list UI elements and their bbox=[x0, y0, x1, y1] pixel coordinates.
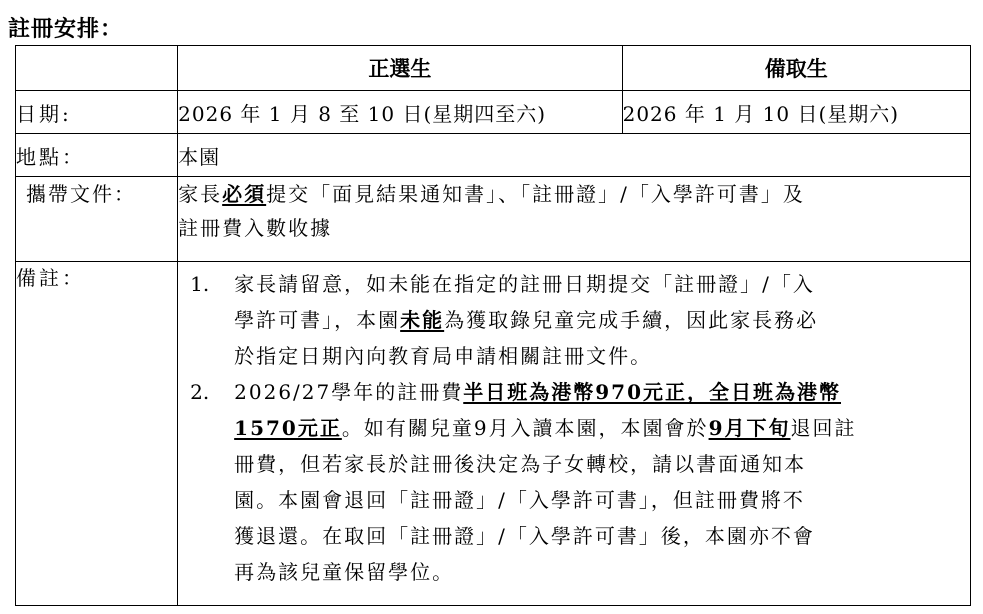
remark-item bbox=[178, 266, 970, 374]
remark-text: 2026/27學年的註冊費 bbox=[234, 380, 464, 404]
remark-item bbox=[178, 374, 970, 590]
remarks-value bbox=[178, 262, 971, 606]
remark-line bbox=[234, 374, 970, 410]
half-day-fee: 半日班為港幣970元正 bbox=[463, 380, 687, 404]
documents-row bbox=[16, 177, 971, 262]
date-label: 日期: bbox=[16, 91, 178, 134]
documents-text: 家長 bbox=[178, 182, 223, 206]
remark-punctuation: ， bbox=[687, 380, 709, 404]
remarks-label: 備註： bbox=[16, 262, 178, 606]
remark-line: 再為該兒童保留學位。 bbox=[234, 560, 455, 584]
remark-line: 冊費，但若家長於註冊後決定為子女轉校，請以書面通知本 bbox=[234, 452, 807, 476]
documents-label: 攜帶文件： bbox=[16, 177, 178, 262]
documents-text: 提交「面見結果通知書」、「註冊證」/「入學許可書」及 bbox=[266, 182, 805, 206]
remark-line: 園。本園會退回「註冊證」/「入學許可書」，但註冊費將不 bbox=[234, 488, 805, 512]
documents-emphasis: 必須 bbox=[222, 182, 267, 206]
remark-number: 2. bbox=[190, 380, 210, 404]
documents-line-2: 註冊費入數收據 bbox=[178, 216, 333, 240]
header-waitlist: 備取生 bbox=[622, 46, 970, 91]
date-regular: 2026 年 1 月 8 至 10 日(星期四至六) bbox=[178, 91, 622, 134]
remarks-list bbox=[178, 262, 970, 590]
location-label: 地點： bbox=[16, 134, 178, 177]
refund-date: 9月下旬 bbox=[708, 416, 791, 440]
remarks-row bbox=[16, 262, 971, 606]
remark-line: 於指定日期內向教育局申請相關註冊文件。 bbox=[234, 344, 653, 368]
full-day-fee: 全日班為港幣 bbox=[709, 380, 841, 404]
location-value: 本園 bbox=[178, 134, 971, 177]
remark-line: 家長請留意，如未能在指定的註冊日期提交「註冊證」/「入 bbox=[234, 272, 815, 296]
header-row bbox=[16, 46, 971, 91]
location-row bbox=[16, 134, 971, 177]
full-day-fee-amount: 1570元正 bbox=[234, 416, 342, 440]
header-blank bbox=[16, 46, 178, 91]
date-waitlist: 2026 年 1 月 10 日(星期六) bbox=[622, 91, 970, 134]
documents-line-1 bbox=[178, 177, 970, 211]
remark-line bbox=[234, 410, 970, 446]
remark-text: 退回註 bbox=[790, 416, 857, 440]
header-regular: 正選生 bbox=[178, 46, 622, 91]
date-row bbox=[16, 91, 971, 134]
remark-text: 為獲取錄兒童完成手續，因此家長務必 bbox=[444, 308, 819, 332]
remark-line bbox=[234, 302, 970, 338]
remark-text: 學許可書」，本園 bbox=[234, 308, 401, 332]
remark-text: 。如有關兒童9月入讀本園，本園會於 bbox=[341, 416, 709, 440]
section-title: 註冊安排： bbox=[8, 16, 124, 42]
remark-number: 1. bbox=[190, 272, 210, 296]
remark-emphasis: 未能 bbox=[400, 308, 445, 332]
remark-line: 獲退還。在取回「註冊證」/「入學許可書」後，本園亦不會 bbox=[234, 524, 815, 548]
documents-value bbox=[178, 177, 971, 262]
registration-table bbox=[15, 45, 971, 606]
